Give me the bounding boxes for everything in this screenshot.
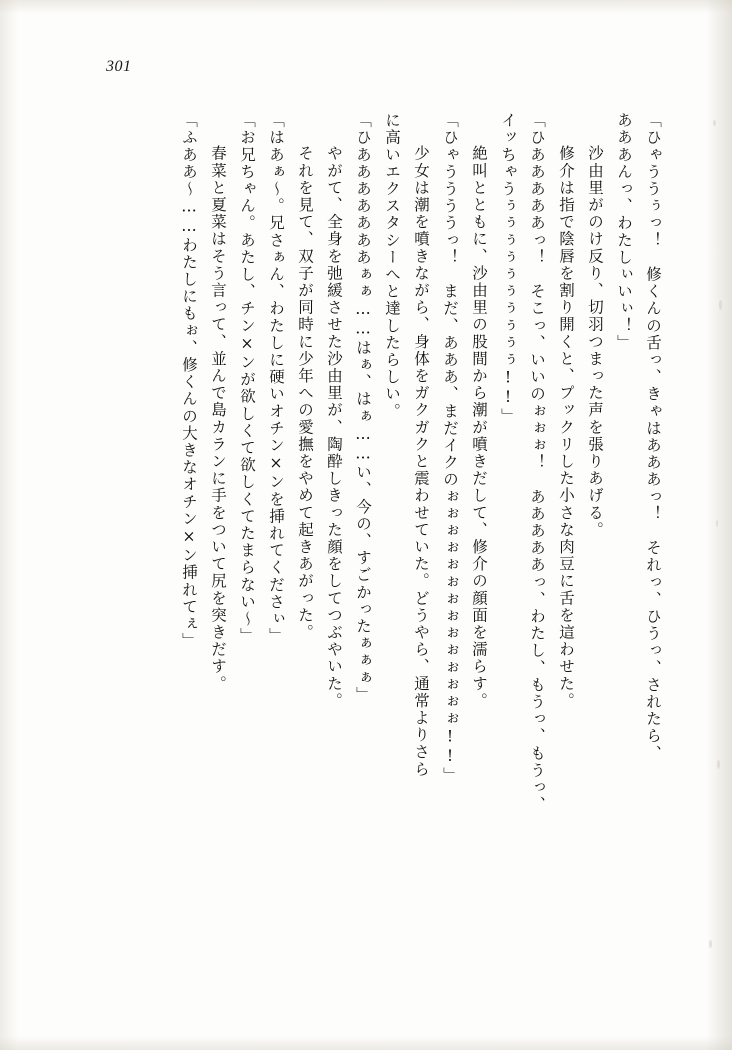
paper-edge-right [706,0,732,1050]
text-line: 絶叫とともに、沙由里の股間から潮が噴きだして、修介の顔面を濡らす。 [470,128,488,710]
paper-speck [709,940,712,948]
text-line: 少女は潮を噴きながら、身体をガクガクと震わせていた。どうやら、通常よりさら [412,128,430,778]
text-line: 「ふああ〜……わたしにもぉ、修くんの大きなオチン×ン挿れてぇ」 [180,112,198,650]
paper-edge-left [0,0,18,1050]
text-line: それを見て、双子が同時に少年への愛撫をやめて起きあがった。 [296,128,314,641]
text-line: 「はあぁ〜。兄さぁん、わたしに硬いオチン×ンを挿れてくださぃ」 [267,112,285,645]
paper-speck [719,300,722,310]
paper-speck [713,120,716,126]
text-line: に高いエクスタシーへと達したらしい。 [383,112,401,420]
text-line: イッちゃうぅぅぅぅぅぅぅぅぅぅ!!」 [499,112,517,425]
text-line: 「ひゃううううっ！ まだ、あああ、まだイクのぉぉぉぉぉぉぉぉぉぉぉぉぉぉ!!」 [441,112,459,784]
text-line: 春菜と夏菜はそう言って、並んで島カランに手をついて尻を突きだす。 [209,128,227,693]
paper-edge-top [0,0,732,14]
text-line: やがて、全身を弛緩させた沙由里が、陶酔しきった顔をしてつぶやいた。 [325,128,343,710]
paper-speck [716,520,718,527]
text-line: あああんっ、わたしぃいぃ！」 [615,112,633,352]
text-line: 「ひあああああっ！ そこっ、いいのぉぉぉ！ あああああっ、わたし、もうっ、もうっ、 [528,112,546,814]
text-line: 「ひゃううぅっ！ 修くんの舌っ、きゃはあああっ！ それっ、ひうっ、されたら、 [644,112,662,762]
text-line: 「お兄ちゃん。あたし、チン×ンが欲しくて欲しくてたまらない〜」 [238,112,256,645]
text-line: 沙由里がのけ反り、切羽つまった声を張りあげる。 [586,128,604,539]
body-text [60,112,660,942]
text-line: 「ひあああああああぁぁ……はぁ、はぁ……い、今の、すごかったぁぁぁ」 [354,112,372,704]
page-number: 301 [106,58,132,75]
paper-speck [717,760,720,769]
text-line: 修介は指で陰唇を割り開くと、プックリした小さな肉豆に舌を這わせた。 [557,128,575,710]
paper-edge-bottom [0,1036,732,1050]
